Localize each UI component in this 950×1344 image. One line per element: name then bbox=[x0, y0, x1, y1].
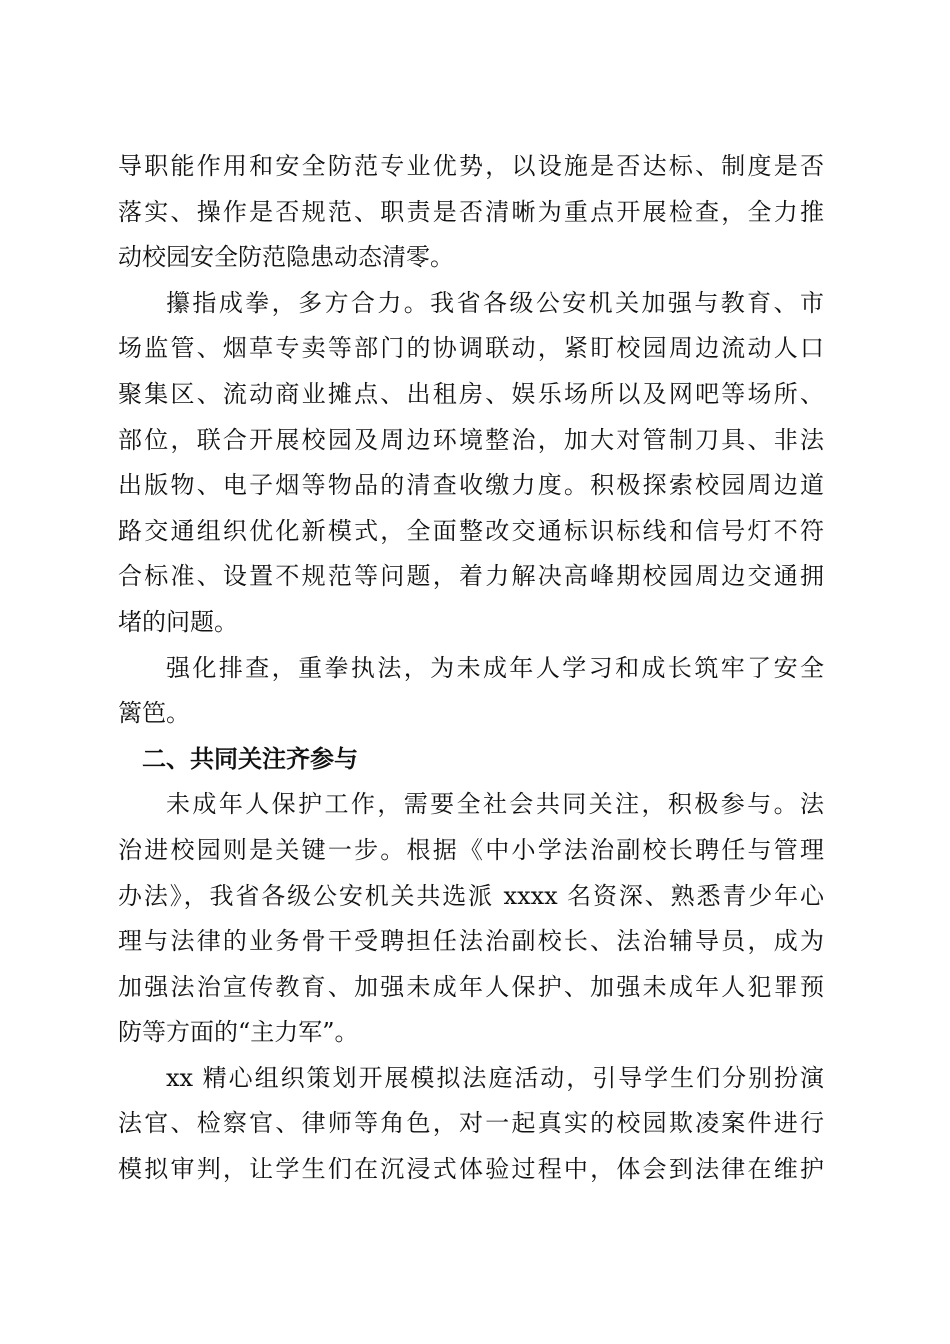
paragraph-line: 合标准、设置不规范等问题，着力解决高峰期校园周边交通拥 bbox=[118, 562, 824, 591]
paragraph-line: 办法》，我省各级公安机关共选派 xxxx 名资深、熟悉青少年心 bbox=[118, 881, 824, 910]
paragraph-line: 部位，联合开展校园及周边环境整治，加大对管制刀具、非法 bbox=[118, 425, 824, 454]
paragraph-line: 篱笆。 bbox=[118, 699, 190, 728]
paragraph-line: 加强法治宣传教育、加强未成年人保护、加强未成年人犯罪预 bbox=[118, 972, 824, 1001]
paragraph-line: 落实、操作是否规范、职责是否清晰为重点开展检查，全力推 bbox=[118, 197, 824, 226]
paragraph-line: 模拟审判，让学生们在沉浸式体验过程中，体会到法律在维护 bbox=[118, 1155, 824, 1184]
paragraph-line: 聚集区、流动商业摊点、出租房、娱乐场所以及网吧等场所、 bbox=[118, 379, 824, 408]
paragraph-line: 治进校园则是关键一步。根据《中小学法治副校长聘任与管理 bbox=[118, 835, 824, 864]
paragraph-line: 法官、检察官、律师等角色，对一起真实的校园欺凌案件进行 bbox=[118, 1109, 824, 1138]
paragraph-line: 动校园安全防范隐患动态清零。 bbox=[118, 243, 454, 272]
document-body bbox=[118, 144, 824, 1193]
paragraph-line: 理与法律的业务骨干受聘担任法治副校长、法治辅导员，成为 bbox=[118, 927, 824, 956]
paragraph-line: xx 精心组织策划开展模拟法庭活动，引导学生们分别扮演 bbox=[166, 1063, 824, 1092]
paragraph-line: 防等方面的“主力军”。 bbox=[118, 1018, 359, 1047]
paragraph-line: 强化排查，重拳执法，为未成年人学习和成长筑牢了安全 bbox=[166, 653, 824, 682]
paragraph-line: 路交通组织优化新模式，全面整改交通标识标线和信号灯不符 bbox=[118, 516, 824, 545]
section-heading: 二、共同关注齐参与 bbox=[142, 744, 358, 773]
paragraph-line: 未成年人保护工作，需要全社会共同关注，积极参与。法 bbox=[166, 790, 824, 819]
paragraph-line: 导职能作用和安全防范专业优势，以设施是否达标、制度是否 bbox=[118, 152, 824, 180]
paragraph-line: 堵的问题。 bbox=[118, 607, 238, 636]
paragraph-line: 攥指成拳，多方合力。我省各级公安机关加强与教育、市 bbox=[166, 288, 824, 317]
paragraph-line: 出版物、电子烟等物品的清查收缴力度。积极探索校园周边道 bbox=[118, 471, 824, 500]
paragraph-line: 场监管、烟草专卖等部门的协调联动，紧盯校园周边流动人口 bbox=[118, 334, 824, 363]
